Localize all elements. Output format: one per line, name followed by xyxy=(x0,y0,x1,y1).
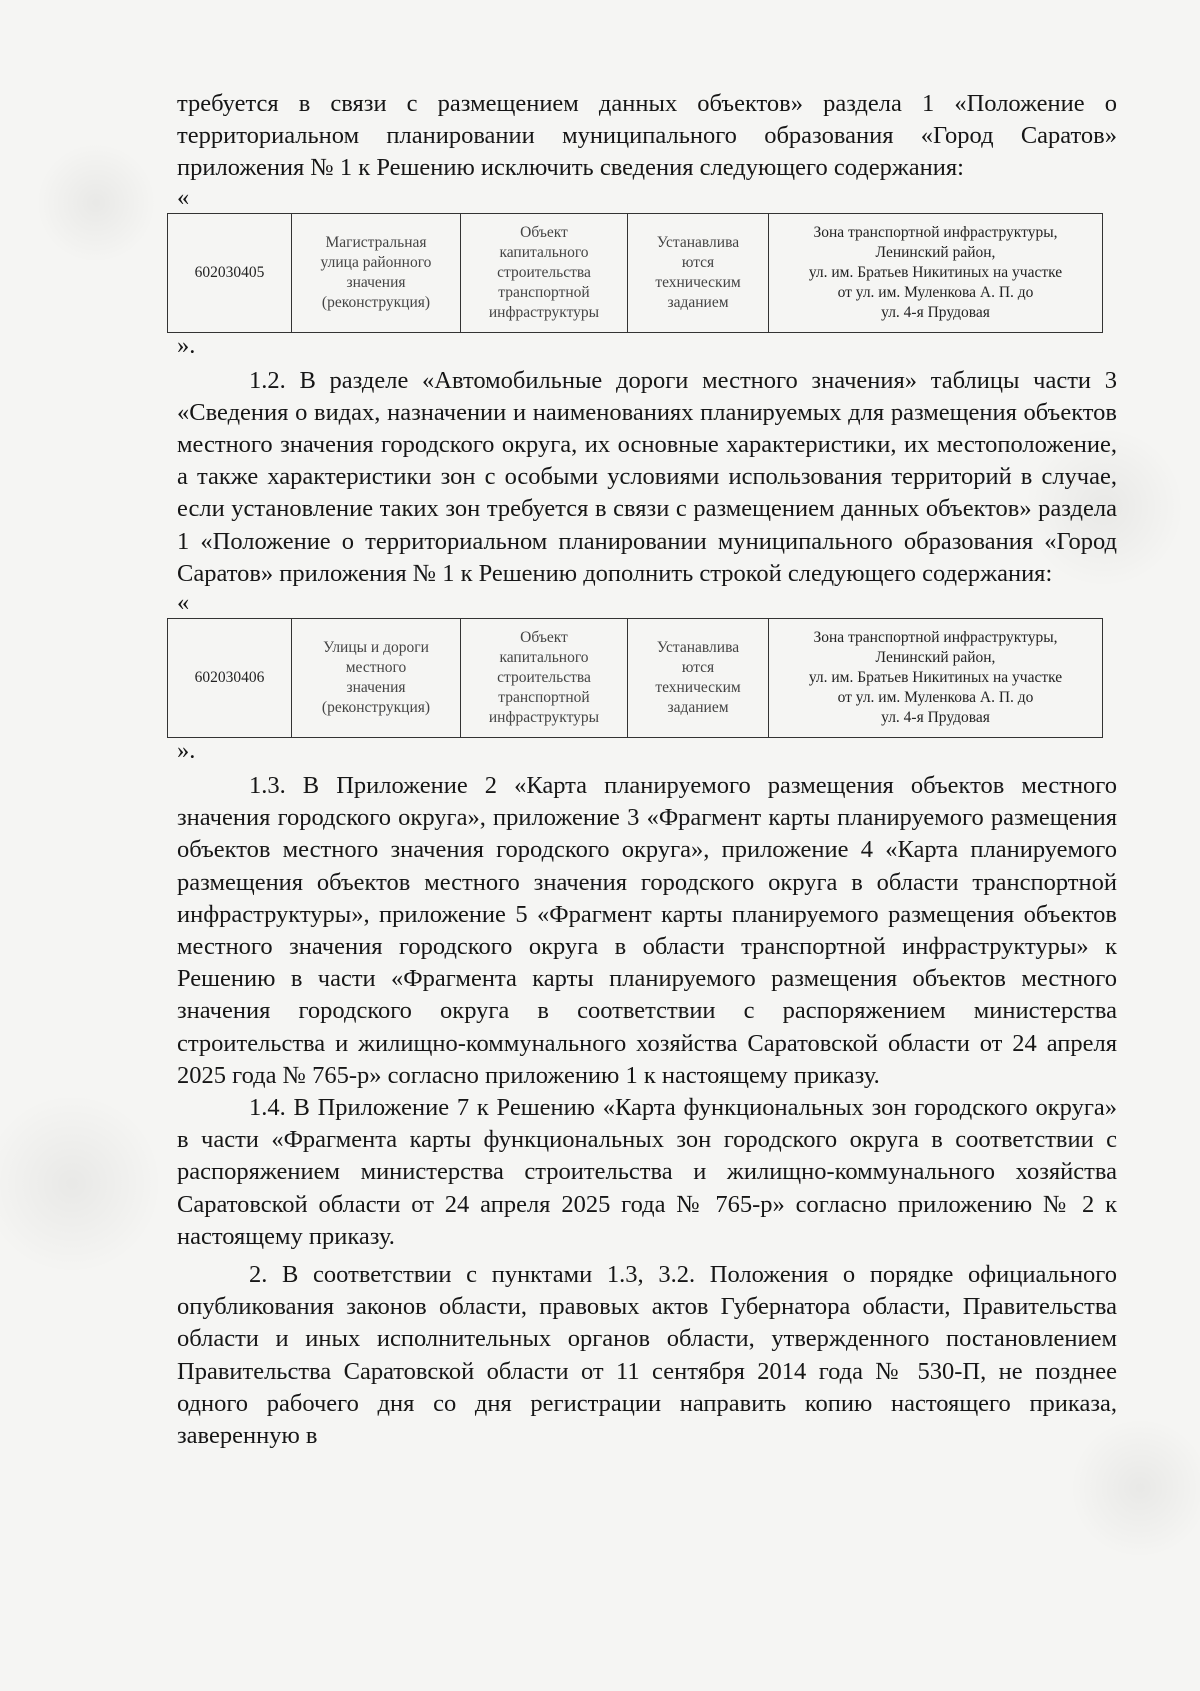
name-line: местного xyxy=(345,659,407,677)
paragraph-2: 2. В соответствии с пунктами 1.3, 3.2. Положения о порядке официального опубликования законов области, правовых актов Губернатора области, Правительства области и иных исполнительных органов области, утвержденного постановлением Правительства Саратовской области от 11 сентября 2014 года № 530-П, не позднее одного рабочего дня со дня регистрации направить копию настоящего приказа, заверенную в xyxy=(177,1261,1117,1450)
characteristics-line: техническим xyxy=(655,273,741,291)
type-line: инфраструктуры xyxy=(488,303,600,321)
name-line: значения xyxy=(346,679,406,697)
name-line: (реконструкция) xyxy=(321,699,431,717)
location-line: Зона транспортной инфраструктуры, xyxy=(813,223,1058,241)
characteristics-line: заданием xyxy=(667,699,729,717)
cell-characteristics xyxy=(628,213,769,332)
type-line: капитального xyxy=(499,649,589,667)
paragraph-1-3: 1.3. В Приложение 2 «Карта планируемого размещения объектов местного значения городского округа», приложение 3 «Фрагмент карты планируемого размещения объектов местного значения городского округа», приложение 4 «Карта планируемого размещения объектов местного значения городского округа в области транспортной инфраструктуры», приложение 5 «Фрагмент карты планируемого размещения объектов местного значения городского округа в области транспортной инфраструктуры» к Решению в части «Фрагмента карты планируемого размещения объектов местного значения городского округа в соответствии с распоряжением министерства строительства и жилищно-коммунального хозяйства Саратовской области от 24 апреля 2025 года № 765-р» согласно приложению 1 к настоящему приказу. xyxy=(177,772,1117,1089)
name-line: (реконструкция) xyxy=(321,293,431,311)
name-line: Магистральная xyxy=(325,233,427,251)
name-line: Улицы и дороги xyxy=(323,639,429,657)
cell-name xyxy=(292,213,461,332)
type-line: инфраструктуры xyxy=(488,709,600,727)
location-line: ул. им. Братьев Никитиных на участке xyxy=(808,669,1063,687)
close-quote-2: ». xyxy=(177,737,196,765)
characteristics-line: Устанавлива xyxy=(656,233,740,251)
location-line: Ленинский район, xyxy=(875,243,996,261)
type-line: капитального xyxy=(499,243,589,261)
open-quote-1: « xyxy=(177,183,190,211)
cell-code xyxy=(168,619,292,738)
open-quote-2: « xyxy=(177,589,190,617)
cell-type xyxy=(461,619,628,738)
cell-location xyxy=(769,619,1103,738)
table-row xyxy=(168,213,1103,332)
characteristics-line: заданием xyxy=(667,293,729,311)
close-quote-1: ». xyxy=(177,331,196,359)
location-line: Зона транспортной инфраструктуры, xyxy=(813,629,1058,647)
document-body xyxy=(177,88,1117,1452)
type-line: Объект xyxy=(520,629,568,647)
paragraph-1-4: 1.4. В Приложение 7 к Решению «Карта функциональных зон городского округа» в части «Фрагмента карты функциональных зон городского округа в соответствии с распоряжением министерства строительства и жилищно-коммунального хозяйства Саратовской области от 24 апреля 2025 года № 765-р» согласно приложению № 2 к настоящему приказу. xyxy=(177,1094,1117,1250)
cell-characteristics xyxy=(628,619,769,738)
characteristics-line: Устанавлива xyxy=(656,639,740,657)
type-line: транспортной xyxy=(498,689,590,707)
name-line: улица районного xyxy=(320,253,432,271)
location-line: ул. 4-я Прудовая xyxy=(881,709,990,727)
cell-name xyxy=(292,619,461,738)
intro-paragraph: требуется в связи с размещением данных объектов» раздела 1 «Положение о территориальном планировании муниципального образования «Город Саратов» приложения № 1 к Решению исключить сведения следующего содержания: xyxy=(177,90,1117,182)
location-line: ул. 4-я Прудовая xyxy=(881,303,990,321)
name-line: значения xyxy=(346,273,406,291)
type-line: строительства xyxy=(497,669,591,687)
characteristics-line: ются xyxy=(681,659,715,677)
type-line: Объект xyxy=(520,223,568,241)
type-line: строительства xyxy=(497,263,591,281)
cell-type xyxy=(461,213,628,332)
table-row xyxy=(168,619,1103,738)
object-code: 602030405 xyxy=(194,263,265,281)
characteristics-line: техническим xyxy=(655,679,741,697)
object-code: 602030406 xyxy=(194,669,265,687)
location-line: от ул. им. Муленкова А. П. до xyxy=(837,283,1034,301)
location-line: от ул. им. Муленкова А. П. до xyxy=(837,689,1034,707)
table-added-row xyxy=(167,618,1103,738)
paragraph-1-2: 1.2. В разделе «Автомобильные дороги местного значения» таблицы части 3 «Сведения о видах, назначении и наименованиях планируемых для размещения объектов местного значения городского округа, их основные характеристики, их местоположение, а также характеристики зон с особыми условиями использования территорий в случае, если установление таких зон требуется в связи с размещением данных объектов» раздела 1 «Положение о территориальном планировании муниципального образования «Город Саратов» приложения № 1 к Решению дополнить строкой следующего содержания: xyxy=(177,366,1117,587)
cell-location xyxy=(769,213,1103,332)
location-line: Ленинский район, xyxy=(875,649,996,667)
characteristics-line: ются xyxy=(681,253,715,271)
location-line: ул. им. Братьев Никитиных на участке xyxy=(808,263,1063,281)
cell-code xyxy=(168,213,292,332)
table-excluded-row xyxy=(167,213,1103,333)
type-line: транспортной xyxy=(498,283,590,301)
